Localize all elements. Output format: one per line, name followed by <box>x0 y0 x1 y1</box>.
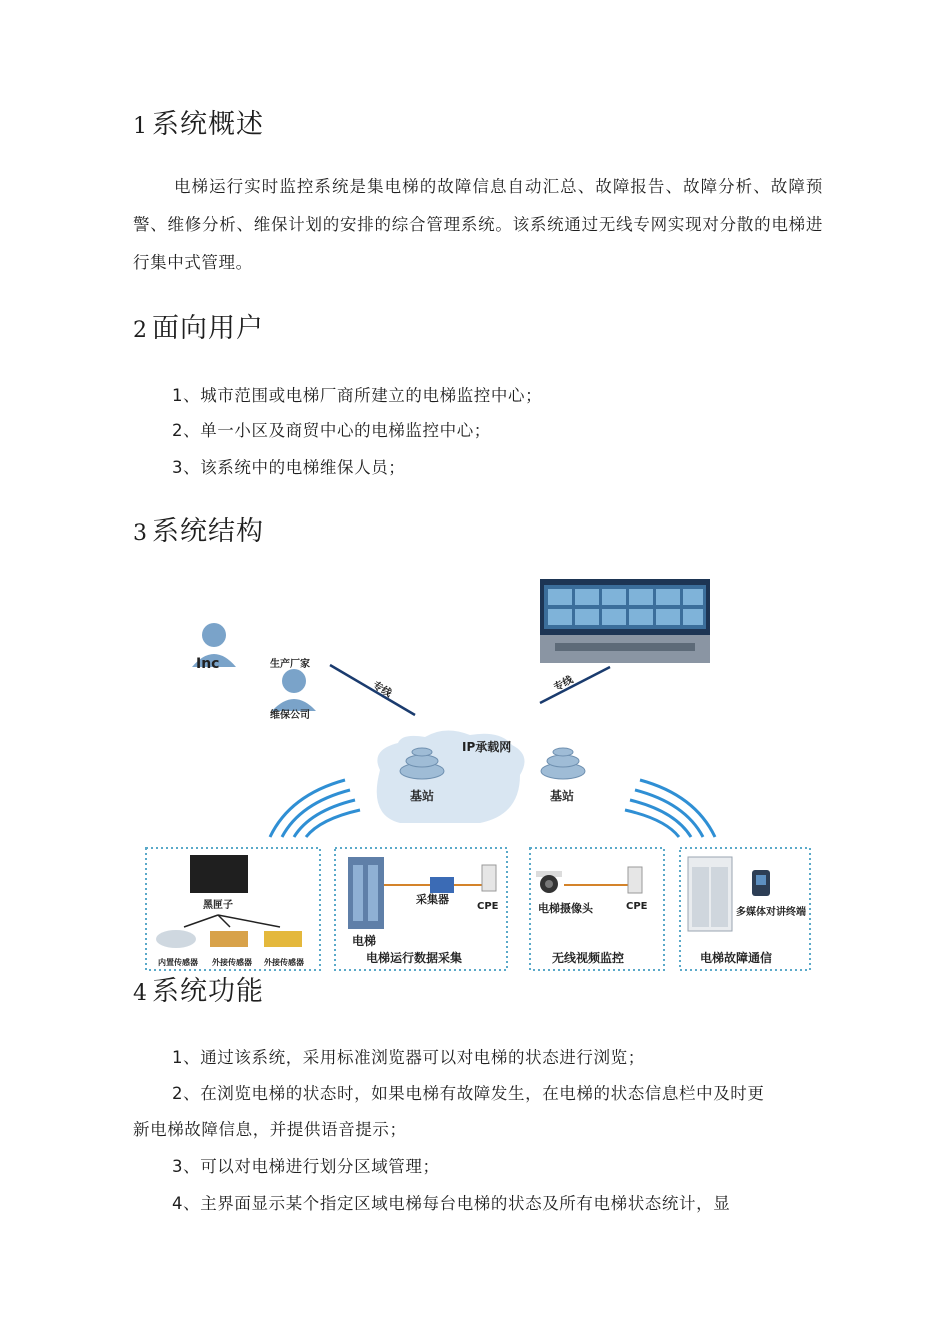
function-item-1: 1、通过该系统，采用标准浏览器可以对电梯的状态进行浏览； <box>172 1048 645 1067</box>
label-network: IP承载网 <box>462 740 512 754</box>
diagram-canvas <box>140 575 820 975</box>
label-sensor1: 内置传感器 <box>158 958 198 967</box>
label-manufacturer: 生产厂家 <box>270 659 310 670</box>
user-item-3: 3、该系统中的电梯维保人员； <box>172 458 406 477</box>
cpe-icon-1 <box>482 865 496 891</box>
label-blackbox: 黑匣子 <box>203 900 233 911</box>
label-box2: 电梯运行数据采集 <box>366 951 463 965</box>
label-collector: 采集器 <box>416 893 449 906</box>
function-item-2: 2、在浏览电梯的状态时，如果电梯有故障发生，在电梯的状态信息栏中及时更新电梯故障信息，并提供语音提示； <box>133 1084 765 1139</box>
person-icon-maintainer <box>272 669 316 711</box>
label-camera: 电梯摄像头 <box>538 902 593 915</box>
function-item-4: 4、主界面显示某个指定区域电梯每台电梯的状态及所有电梯状态统计，显 <box>172 1194 731 1213</box>
label-cpe2: CPE <box>626 901 648 912</box>
wireless-waves-right <box>625 780 715 837</box>
overview-paragraph: 电梯运行实时监控系统是集电梯的故障信息自动汇总、故障报告、故障分析、故障预警、维修分析、维保计划的安排的综合管理系统。该系统通过无线专网实现对分散的电梯进行集中式管理。 <box>133 177 823 272</box>
base-station-icon-right <box>541 748 585 779</box>
elevator-cabinet-icon <box>348 857 384 929</box>
section-heading-overview: 1 系统概述 <box>133 109 264 140</box>
section-heading-users: 2 面向用户 <box>133 313 264 344</box>
label-maintainer: 维保公司 <box>270 710 310 721</box>
function-item-3: 3、可以对电梯进行划分区域管理； <box>172 1157 440 1176</box>
label-base-right: 基站 <box>550 789 575 803</box>
label-inc: Inc <box>196 656 220 672</box>
user-item-1: 1、城市范围或电梯厂商所建立的电梯监控中心； <box>172 386 543 405</box>
user-item-2: 2、单一小区及商贸中心的电梯监控中心； <box>172 421 491 440</box>
label-box3: 无线视频监控 <box>552 951 625 965</box>
dedicated-line-right <box>540 667 610 703</box>
system-structure-diagram <box>140 575 820 975</box>
label-terminal: 多媒体对讲终端 <box>736 907 806 918</box>
sensor-icon-external-1 <box>210 931 248 947</box>
section-heading-functions: 4 系统功能 <box>133 976 264 1007</box>
black-box-icon <box>190 855 248 893</box>
intercom-terminal-icon <box>752 870 770 896</box>
elevator-door-icon <box>688 857 732 931</box>
label-base-left: 基站 <box>410 789 435 803</box>
label-cpe1: CPE <box>477 901 499 912</box>
sensor-icon-external-2 <box>264 931 302 947</box>
label-box4: 电梯故障通信 <box>700 951 773 965</box>
monitoring-center-image <box>540 579 710 663</box>
section-heading-structure: 3 系统结构 <box>133 516 264 547</box>
collector-icon <box>430 877 454 893</box>
sensor-icon-internal <box>156 930 196 948</box>
label-sensor2: 外接传感器 <box>212 958 252 967</box>
label-line-left: 专线 <box>370 680 394 700</box>
cpe-icon-2 <box>628 867 642 893</box>
label-line-right: 专线 <box>552 674 576 694</box>
wireless-waves-left <box>270 780 360 837</box>
label-elevator: 电梯 <box>352 934 377 948</box>
label-sensor3: 外接传感器 <box>264 958 304 967</box>
